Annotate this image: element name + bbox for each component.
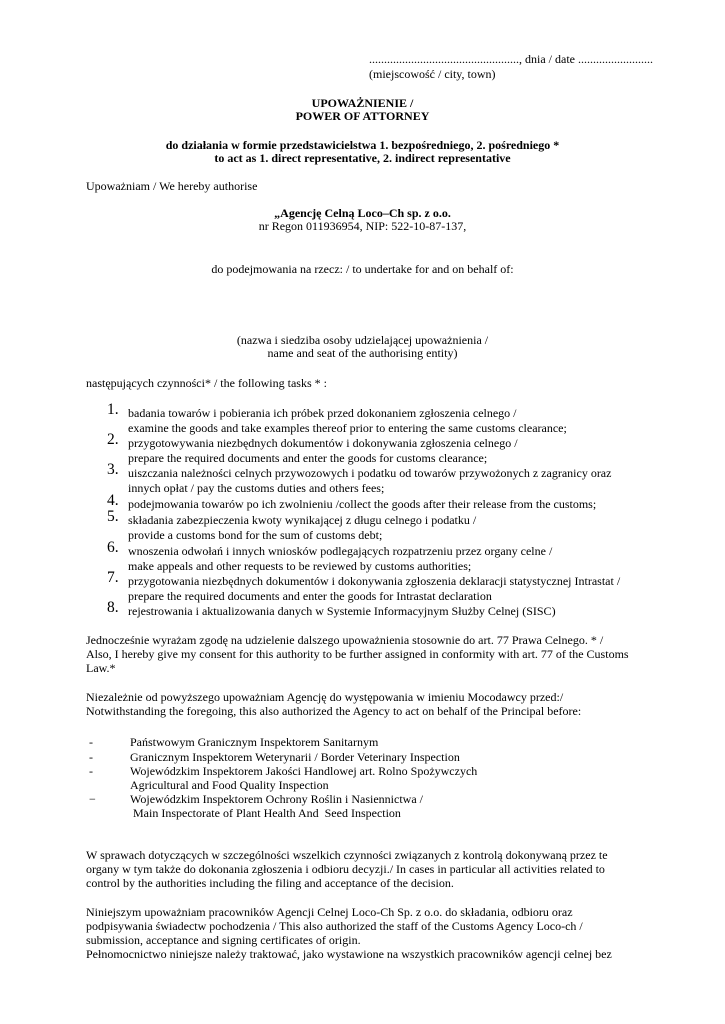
tasks-intro: następujących czynności* / the following tasks * : bbox=[86, 376, 327, 390]
list-item bbox=[128, 436, 640, 465]
staff-line-3: submission, acceptance and signing certificates of origin. bbox=[86, 933, 361, 947]
dash-bullet: − bbox=[89, 792, 96, 806]
institution-name-en: Agricultural and Food Quality Inspection bbox=[130, 778, 329, 792]
task-pl: wnoszenia odwołań i innych wniosków podlegających rozpatrzeniu przez organy celne / bbox=[128, 544, 553, 558]
list-item bbox=[128, 544, 640, 573]
task-en: prepare the required documents and enter the goods for customs clearance; bbox=[128, 450, 488, 465]
task-number: 1. bbox=[107, 401, 119, 418]
task-pl: przygotowania niezbędnych dokumentów i dokonywania zgłoszenia deklaracji statystycznej Intrastat / bbox=[128, 574, 621, 588]
dash-bullet: - bbox=[89, 764, 93, 778]
matters-line-2: organy w tym także do dokonania zgłoszenia i odbioru decyzji./ In cases in particular all activities related to bbox=[86, 862, 605, 876]
task-en: examine the goods and take examples thereof prior to entering the same customs clearance; bbox=[128, 420, 567, 435]
task-en: make appeals and other requests to be reviewed by customs authorities; bbox=[128, 558, 472, 573]
list-item bbox=[128, 406, 640, 435]
task-en: prepare the required documents and enter the goods for Intrastat declaration bbox=[128, 588, 492, 603]
task-pl: uiszczania należności celnych przywozowych i podatku od towarów przywożonych z zagranicy oraz bbox=[128, 466, 612, 480]
consent-line-2: Also, I hereby give my consent for this authority to be further assigned in conformity with art. 77 of the Customs bbox=[86, 647, 629, 661]
staff-line-2: podpisywania świadectw pochodzenia / This also authorized the staff of the Customs Agency Loco-ch / bbox=[86, 919, 583, 933]
task-pl: przygotowywania niezbędnych dokumentów i dokonywania zgłoszenia celnego / bbox=[128, 436, 518, 450]
staff-line-4: Pełnomocnictwo niniejsze należy traktować, jako wystawione na wszystkich pracowników agencji celnej bez bbox=[86, 947, 612, 961]
place-caption: (miejscowość / city, town) bbox=[369, 67, 496, 81]
dash-bullet: - bbox=[89, 750, 93, 764]
agency-name: „Agencję Celną Loco–Ch sp. z o.o. bbox=[274, 206, 451, 220]
task-pl: badania towarów i pobierania ich próbek przed dokonaniem zgłoszenia celnego / bbox=[128, 406, 517, 420]
agency-ids: nr Regon 011936954, NIP: 522-10-87-137, bbox=[258, 219, 467, 233]
institution-name: Wojewódzkim Inspektorem Jakości Handlowej art. Rolno Spożywczych bbox=[130, 764, 478, 778]
institution-name-en: Main Inspectorate of Plant Health And Seed Inspection bbox=[130, 806, 401, 820]
matters-line-3: control by the authorities including the filing and acceptance of the decision. bbox=[86, 876, 454, 890]
list-item bbox=[128, 466, 640, 495]
task-number: 4. bbox=[107, 492, 119, 509]
task-en: provide a customs bond for the sum of customs debt; bbox=[128, 527, 383, 542]
list-item bbox=[128, 574, 640, 603]
institution-name: Wojewódzkim Inspektorem Ochrony Roślin i Nasiennictwa / bbox=[130, 792, 423, 806]
list-item bbox=[128, 497, 640, 512]
list-item bbox=[128, 604, 640, 619]
task-pl: składania zabezpieczenia kwoty wynikającej z długu celnego i podatku / bbox=[128, 513, 477, 527]
dash-bullet: - bbox=[89, 735, 93, 749]
title-en: POWER OF ATTORNEY bbox=[295, 109, 430, 123]
task-number: 3. bbox=[107, 461, 119, 478]
subtitle-pl: do działania w formie przedstawicielstwa 1. bezpośredniego, 2. pośredniego * bbox=[165, 138, 560, 152]
institution-name: Granicznym Inspektorem Weterynarii / Border Veterinary Inspection bbox=[130, 750, 460, 764]
institution-name: Państwowym Granicznym Inspektorem Sanitarnym bbox=[130, 735, 379, 749]
subtitle-en: to act as 1. direct representative, 2. indirect representative bbox=[214, 151, 511, 165]
list-item bbox=[128, 513, 640, 542]
task-number: 8. bbox=[107, 599, 119, 616]
task-number: 6. bbox=[107, 539, 119, 556]
matters-line-1: W sprawach dotyczących w szczególności wszelkich czynności związanych z kontrolą dokonywaną przez te bbox=[86, 848, 608, 862]
staff-line-1: Niniejszym upoważniam pracowników Agencji Celnej Loco-Ch Sp. z o.o. do składania, odbioru oraz bbox=[86, 905, 573, 919]
behalf-text: do podejmowania na rzecz: / to undertake for and on behalf of: bbox=[211, 262, 514, 276]
consent-line-1: Jednocześnie wyrażam zgodę na udzielenie dalszego upoważnienia stosownie do art. 77 Prawa Celnego. * / bbox=[86, 633, 604, 647]
entity-caption-en: name and seat of the authorising entity) bbox=[267, 346, 458, 360]
task-number: 2. bbox=[107, 431, 119, 448]
authorise-text: Upoważniam / We hereby authorise bbox=[86, 179, 258, 193]
task-number: 7. bbox=[107, 569, 119, 586]
task-number: 5. bbox=[107, 508, 119, 525]
task-pl: podejmowania towarów po ich zwolnieniu /collect the goods after their release from the customs; bbox=[128, 497, 597, 511]
task-en: innych opłat / pay the customs duties and others fees; bbox=[128, 480, 385, 495]
regardless-line-2: Notwithstanding the foregoing, this also authorized the Agency to act on behalf of the Principal before: bbox=[86, 704, 582, 718]
title-pl: UPOWAŻNIENIE / bbox=[311, 96, 414, 110]
consent-line-3: Law.* bbox=[86, 661, 116, 675]
regardless-line-1: Niezależnie od powyższego upoważniam Agencję do występowania w imieniu Mocodawcy przed:/ bbox=[86, 690, 564, 704]
entity-caption-pl: (nazwa i siedziba osoby udzielającej upoważnienia / bbox=[236, 333, 489, 347]
date-line: .................................................., dnia / date ......................... bbox=[369, 52, 653, 66]
task-pl: rejestrowania i aktualizowania danych w Systemie Informacyjnym Służby Celnej (SISC) bbox=[128, 604, 556, 618]
